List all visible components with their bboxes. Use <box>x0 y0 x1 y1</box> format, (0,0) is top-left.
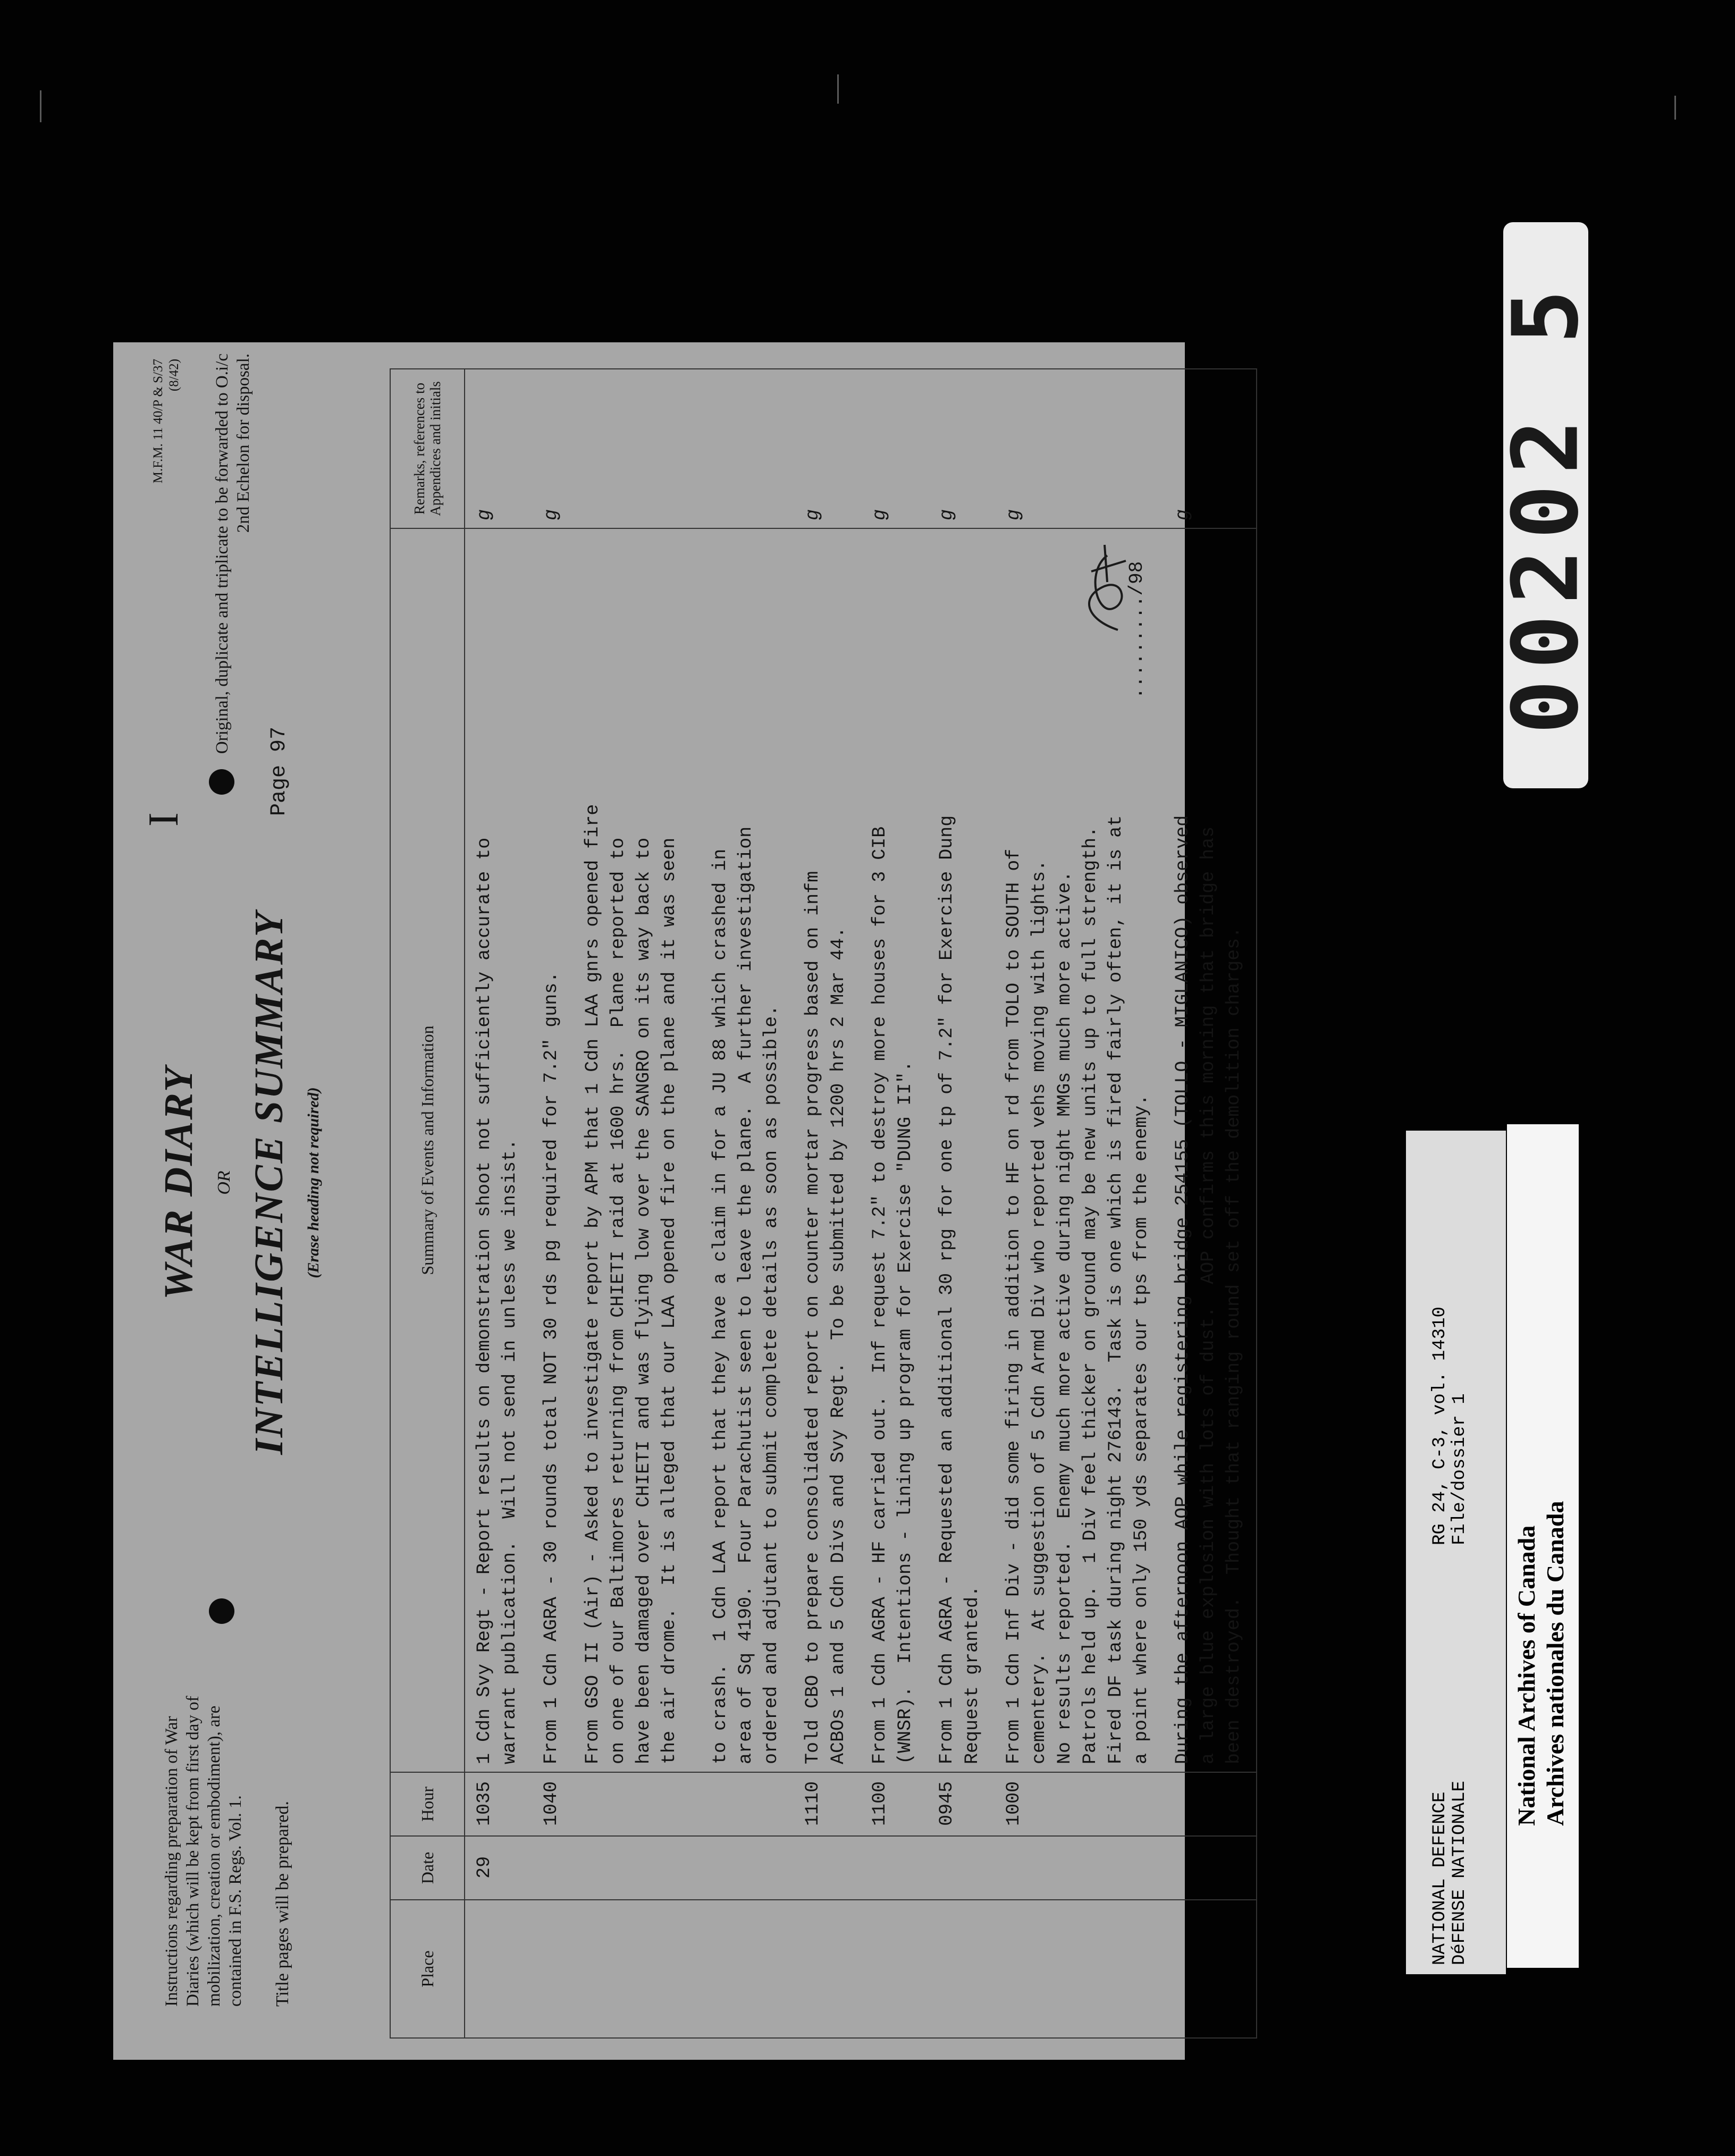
rg-reference: RG 24, C-3, vol. 14310 <box>1430 1307 1450 1545</box>
summary-cell: During the afternoon AOP while registering bridge 254155 (TOLLO - MIGLANICO) observed a large blue explosion with lots of dust. AOP confirms this morning that bridge has been destroyed. Thought that ranging round set off the demolition charges. <box>1164 528 1257 1772</box>
summary-cell: From 1 Cdn Inf Div - did some firing in addition to HF on rd from TOLO to SOUTH of cementery. At suggestion of 5 Cdn Armd Div who reported vehs moving with lights. No results reported. Enemy much more active during night MMGs much more active. Patrols held up. 1 Div feel thicker on ground may be new units up to full strength. Fired DF task during night 276143. Task is one which is fired fairly often, it is at a point where only 150 yds separates our tps from the enemy. <box>995 528 1164 1772</box>
hour-cell <box>1164 1772 1257 1836</box>
initials-cell <box>574 369 794 528</box>
film-scratch <box>40 90 41 122</box>
date-cell <box>861 1836 928 1900</box>
summary-cell: From 1 Cdn AGRA - Requested an additional 30 rpg for one tp of 7.2" for Exercise Dung Request granted. <box>928 528 995 1772</box>
date-cell <box>928 1836 995 1900</box>
hour-cell: 1040 <box>532 1772 574 1836</box>
summary-cell: Told CBO to prepare consolidated report on counter mortar progress based on infm ACBOs 1 and 5 Cdn Divs and Svy Regt. To be submitted by 1200 hrs 2 Mar 44. <box>794 528 861 1772</box>
distribution-note: Original, duplicate and triplicate to be forwarded to O.i/c 2nd Echelon for disposal. <box>213 353 253 754</box>
hour-cell <box>574 1772 794 1836</box>
place-cell <box>465 1900 532 2038</box>
initials-cell: g <box>1164 369 1257 528</box>
title-or: OR <box>214 1170 234 1195</box>
table-row <box>1164 369 1257 2038</box>
col-remarks: Remarks, references to Appendices and initials <box>390 369 465 528</box>
table-row <box>574 369 794 2038</box>
defense-nationale-label: DéFENSE NATIONALE <box>1450 1781 1470 1965</box>
table-row <box>928 369 995 2038</box>
punch-hole <box>209 769 234 795</box>
frame-counter-stamp <box>1493 222 1599 788</box>
date-cell: 29 <box>465 1836 532 1900</box>
date-cell <box>532 1836 574 1900</box>
archives-french: Archives nationales du Canada <box>1542 1501 1569 1826</box>
place-cell <box>928 1900 995 2038</box>
place-cell <box>995 1900 1164 2038</box>
form-reference: M.F.M. 11 40/P & S/37 (8/42) <box>151 359 181 484</box>
instructions-note: Instructions regarding preparation of War Diaries (which will be kept from first day of mobilization, creation or embodiment), are contained in F.S. Regs. Vol. 1. <box>162 1696 245 2007</box>
summary-cell: 1 Cdn Svy Regt - Report results on demonstration shoot not sufficiently accurate to warrant publication. Will not send in unless we insist. <box>465 528 532 1772</box>
initials-cell: g <box>794 369 861 528</box>
file-dossier: File/dossier 1 <box>1450 1393 1470 1545</box>
next-page-marker: ........./98 <box>1126 561 1148 699</box>
col-summary: Summary of Events and Information <box>390 528 465 1772</box>
summary-cell: From GSO II (Air) - Asked to investigate report by APM that 1 Cdn LAA gnrs opened fire on one of our Baltimores returning from CHIETI raid at 1600 hrs. Plane reported to have been damaged over CHIETI and was flying low over the SANGRO on its way back to the air drome. It is alleged that our LAA opened fire on the plane and it was seen to crash. 1 Cdn LAA report that they have a claim in for a JU 88 which crashed in area of Sq 4190. Four Parachutist seen to leave the plane. A further investigation ordered and adjutant to submit complete details as soon as possible. <box>574 528 794 1772</box>
table-row <box>465 369 532 2038</box>
col-hour: Hour <box>390 1772 465 1836</box>
hour-cell: 1110 <box>794 1772 861 1836</box>
place-cell <box>1164 1900 1257 2038</box>
place-cell <box>794 1900 861 2038</box>
date-cell <box>995 1836 1164 1900</box>
title-pages-note: Title pages will be prepared. <box>273 1801 292 2007</box>
hour-cell: 1000 <box>995 1772 1164 1836</box>
date-cell <box>574 1836 794 1900</box>
frame-counter: 00202 5 <box>1493 279 1599 735</box>
date-cell <box>794 1836 861 1900</box>
initials-cell: g <box>995 369 1164 528</box>
table-row <box>532 369 574 2038</box>
film-scratch <box>1674 96 1676 120</box>
summary-cell: From 1 Cdn AGRA - 30 rounds total NOT 30 rds pg required for 7.2" guns. <box>532 528 574 1772</box>
war-diary-page <box>113 342 1244 2060</box>
table-row <box>861 369 928 2038</box>
table-row <box>794 369 861 2038</box>
national-defence-label: NATIONAL DEFENCE <box>1430 1791 1450 1965</box>
archives-english: National Archives of Canada <box>1513 1525 1540 1826</box>
punch-hole <box>209 1598 234 1624</box>
summary-cell: From 1 Cdn AGRA - HF carried out. Inf request 7.2" to destroy more houses for 3 CIB (WNSR). Intentions - lining up program for Exercise "DUNG II". <box>861 528 928 1772</box>
title-erase-note: (Erase heading not required) <box>305 1087 322 1278</box>
signature-scribble <box>1075 540 1134 635</box>
place-cell <box>861 1900 928 2038</box>
film-scratch <box>837 74 839 104</box>
initials-cell: g <box>928 369 995 528</box>
hour-cell: 1100 <box>861 1772 928 1836</box>
initials-cell: g <box>861 369 928 528</box>
handwritten-mark: I <box>140 812 187 827</box>
col-date: Date <box>390 1836 465 1900</box>
col-place: Place <box>390 1900 465 2038</box>
place-cell <box>532 1900 574 2038</box>
national-archives-stamp <box>1507 1124 1579 1968</box>
national-defence-stamp <box>1406 1131 1506 1974</box>
page-number: Page 97 <box>267 726 291 816</box>
title-intelligence-summary: INTELLIGENCE SUMMARY <box>247 911 291 1455</box>
date-cell <box>1164 1836 1257 1900</box>
initials-cell: g <box>532 369 574 528</box>
title-war-diary: WAR DIARY <box>156 1065 201 1300</box>
place-cell <box>574 1900 794 2038</box>
hour-cell: 0945 <box>928 1772 995 1836</box>
hour-cell: 1035 <box>465 1772 532 1836</box>
initials-cell: g <box>465 369 532 528</box>
